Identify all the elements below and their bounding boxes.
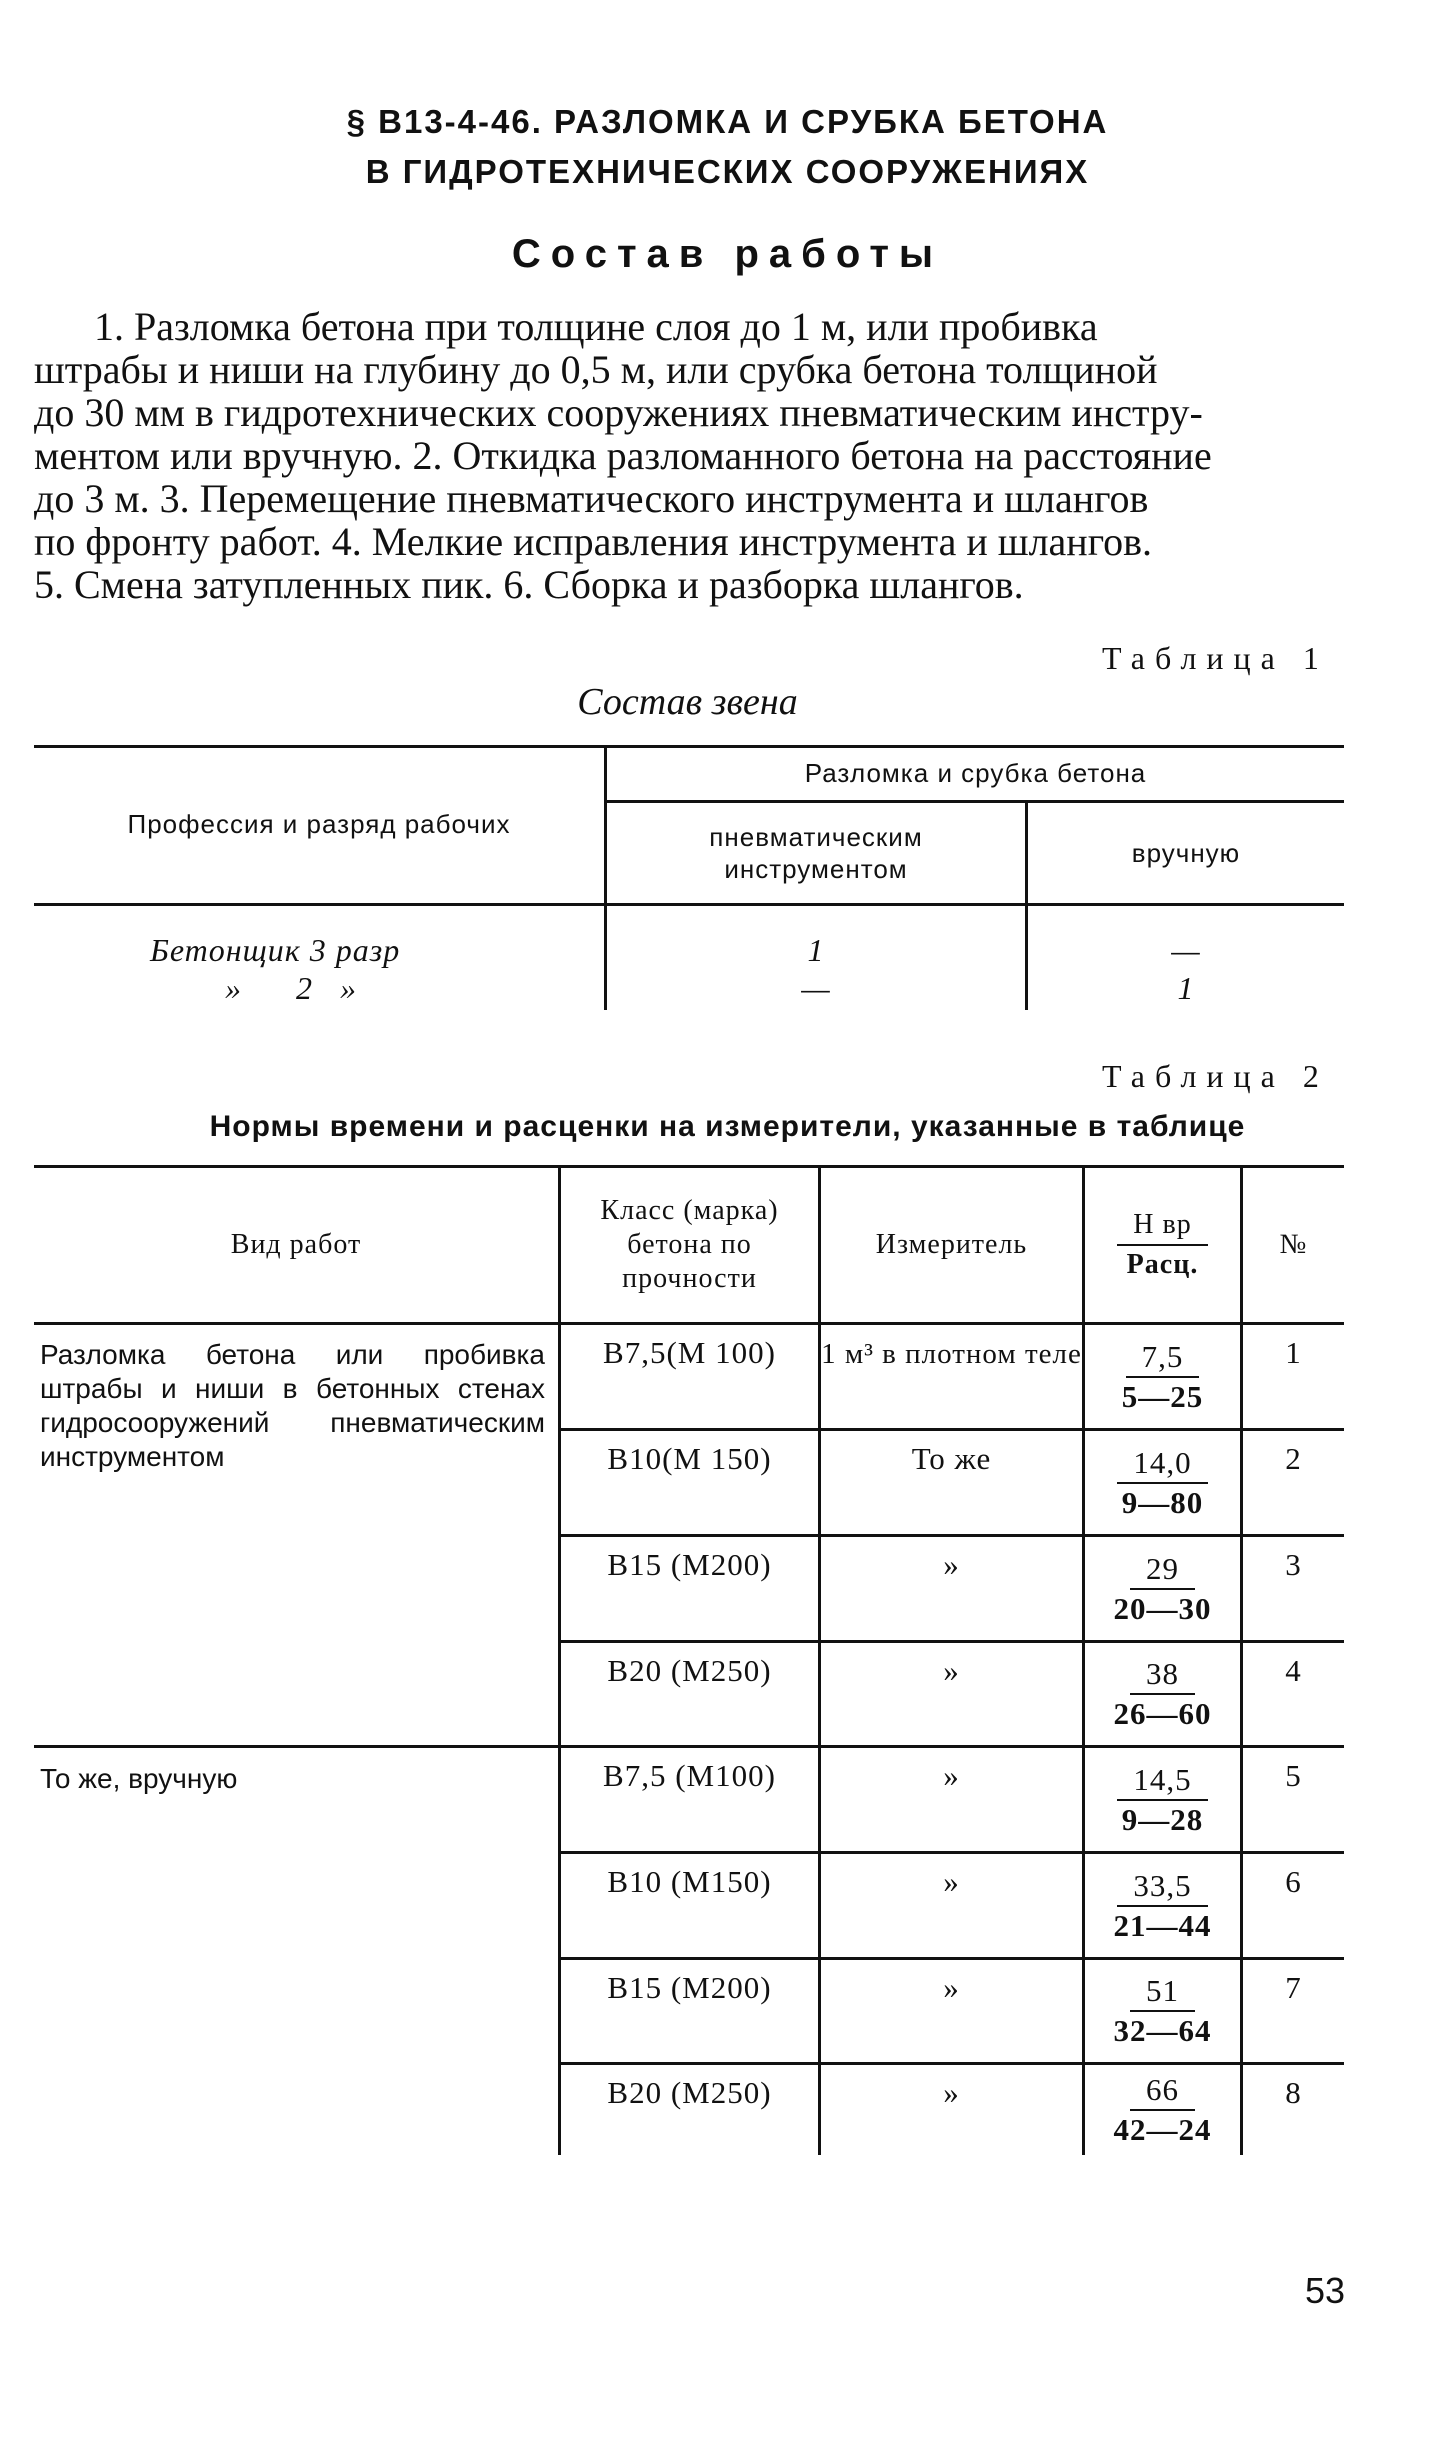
table1-label: Таблица 1 bbox=[1102, 640, 1329, 676]
table2-norm-time: 29 bbox=[1130, 1552, 1195, 1590]
table2-meter: » bbox=[943, 1547, 960, 1582]
table2-title: Нормы времени и расценки на измерители, указанные в таблице bbox=[209, 1110, 1246, 1143]
table2-norm bbox=[1085, 1748, 1240, 1851]
table2-norm-rate: 26—60 bbox=[1113, 1696, 1212, 1731]
table2-class: B15 (М200) bbox=[607, 1970, 772, 2005]
table2-norm-rate: 9—28 bbox=[1121, 1801, 1204, 1837]
table2-norm bbox=[1085, 2065, 1240, 2155]
table1-header-manual: вручную bbox=[1131, 838, 1241, 868]
table2-norm-rate: 9—80 bbox=[1121, 1484, 1204, 1520]
paragraph-line: 5. Смена затупленных пик. 6. Сборка и разборка шлангов. bbox=[34, 562, 1024, 607]
paragraph-line: по фронту работ. 4. Мелкие исправления инструмента и шлангов. bbox=[34, 519, 1152, 564]
table2-norm bbox=[1085, 1325, 1240, 1428]
table2-meter: 1 м³ в плотном теле bbox=[821, 1338, 1082, 1370]
paragraph-line: 1. Разломка бетона при толщине слоя до 1 м, или пробивка bbox=[94, 304, 1098, 349]
paragraph-line: до 30 мм в гидротехнических сооружениях пневматическим инстру- bbox=[34, 390, 1203, 435]
table2-work-type: Разломка бетона или пробивка штрабы и ниши в бетонных стенах гидросооружений пневматическим инструментом bbox=[40, 1339, 545, 1472]
paragraph-line: штрабы и ниши на глубину до 0,5 м, или срубка бетона толщиной bbox=[34, 347, 1158, 392]
table2-norm-rate: 21—44 bbox=[1113, 1907, 1212, 1943]
table2-number: 2 bbox=[1285, 1441, 1302, 1476]
table2-norm-time: 14,5 bbox=[1117, 1763, 1207, 1801]
table2-number: 8 bbox=[1285, 2075, 1302, 2110]
table2-number: 6 bbox=[1285, 1864, 1302, 1899]
table2-norm bbox=[1085, 1431, 1240, 1534]
table2-norm-rate: 32—64 bbox=[1113, 2013, 1212, 2048]
table1-row-pneumatic: — bbox=[801, 970, 831, 1006]
table2-meter: То же bbox=[911, 1441, 992, 1476]
table2-norm-rate: 42—24 bbox=[1113, 2112, 1212, 2147]
table1-header-pneumatic: пневматическим инструментом bbox=[709, 822, 923, 884]
work-composition-text bbox=[34, 305, 1394, 606]
table2-class: B15 (М200) bbox=[607, 1547, 772, 1582]
table2-norm-rate: 20—30 bbox=[1113, 1590, 1212, 1626]
table2-meter: » bbox=[943, 2075, 960, 2110]
table2-header-number: № bbox=[1279, 1229, 1308, 1260]
table1-row-profession: Бетонщик 3 разр bbox=[150, 932, 401, 968]
table2-norm bbox=[1085, 1854, 1240, 1957]
table2-norm-time: 33,5 bbox=[1117, 1869, 1207, 1907]
table2-header-work: Вид работ bbox=[230, 1229, 362, 1260]
table1-row-manual: 1 bbox=[1177, 970, 1195, 1006]
table2-meter: » bbox=[943, 1864, 960, 1899]
table1-header-profession: Профессия и разряд рабочих bbox=[127, 809, 511, 839]
table2-norm bbox=[1085, 1960, 1240, 2062]
table2-header-norm-bottom: Расц. bbox=[1126, 1249, 1199, 1280]
table2-number: 3 bbox=[1285, 1547, 1302, 1582]
table2-class: B7,5(М 100) bbox=[603, 1335, 776, 1370]
table2-norm-time: 51 bbox=[1130, 1974, 1195, 2012]
table2-meter: » bbox=[943, 1653, 960, 1688]
table1-header-group: Разломка и срубка бетона bbox=[804, 757, 1147, 788]
table2-header-meter: Измеритель bbox=[875, 1229, 1028, 1260]
table2-class: B10 (М150) bbox=[607, 1864, 772, 1899]
table2-norm-time: 38 bbox=[1130, 1657, 1195, 1695]
table2-class: B20 (М250) bbox=[607, 2075, 772, 2110]
table2-label: Таблица 2 bbox=[1102, 1058, 1329, 1094]
table2-class: B10(М 150) bbox=[607, 1441, 772, 1476]
table2-number: 4 bbox=[1285, 1653, 1302, 1688]
table2-norm-time: 7,5 bbox=[1126, 1340, 1200, 1378]
section-heading-line1: § В13-4-46. РАЗЛОМКА И СРУБКА БЕТОНА bbox=[346, 103, 1109, 140]
paragraph-line: ментом или вручную. 2. Откидка разломанного бетона на расстояние bbox=[34, 433, 1212, 478]
work-composition-title: Состав работы bbox=[511, 232, 944, 276]
table2-norm bbox=[1085, 1643, 1240, 1745]
table2-class: B7,5 (М100) bbox=[603, 1758, 776, 1793]
table2-number: 7 bbox=[1285, 1970, 1302, 2005]
table1-title: Состав звена bbox=[577, 681, 798, 723]
table1-row-profession: » 2 » bbox=[225, 970, 357, 1006]
table2-header-class: Класс (марка) бетона по прочности bbox=[600, 1195, 779, 1294]
table2-norm-time: 66 bbox=[1130, 2073, 1195, 2111]
section-heading-line2: В ГИДРОТЕХНИЧЕСКИХ СООРУЖЕНИЯХ bbox=[365, 153, 1090, 190]
table1-rule-header bbox=[34, 903, 1344, 906]
table2-work-type: То же, вручную bbox=[40, 1763, 238, 1794]
table2-norm-time: 14,0 bbox=[1117, 1446, 1207, 1484]
table2-meter: » bbox=[943, 1758, 960, 1793]
table1-row-pneumatic: 1 bbox=[807, 932, 825, 968]
table2-norm-rate: 5—25 bbox=[1121, 1378, 1204, 1414]
page-number: 53 bbox=[1305, 2270, 1346, 2311]
table2-number: 1 bbox=[1285, 1335, 1302, 1370]
table2-number: 5 bbox=[1285, 1758, 1302, 1793]
table2-norm bbox=[1085, 1537, 1240, 1640]
table2-class: B20 (М250) bbox=[607, 1653, 772, 1688]
table1-row-manual: — bbox=[1171, 932, 1201, 968]
table2-header-norm-top: Н вр bbox=[1117, 1208, 1207, 1246]
table2-meter: » bbox=[943, 1970, 960, 2005]
table2-header-norm bbox=[1085, 1168, 1240, 1322]
paragraph-line: до 3 м. 3. Перемещение пневматического инструмента и шлангов bbox=[34, 476, 1149, 521]
